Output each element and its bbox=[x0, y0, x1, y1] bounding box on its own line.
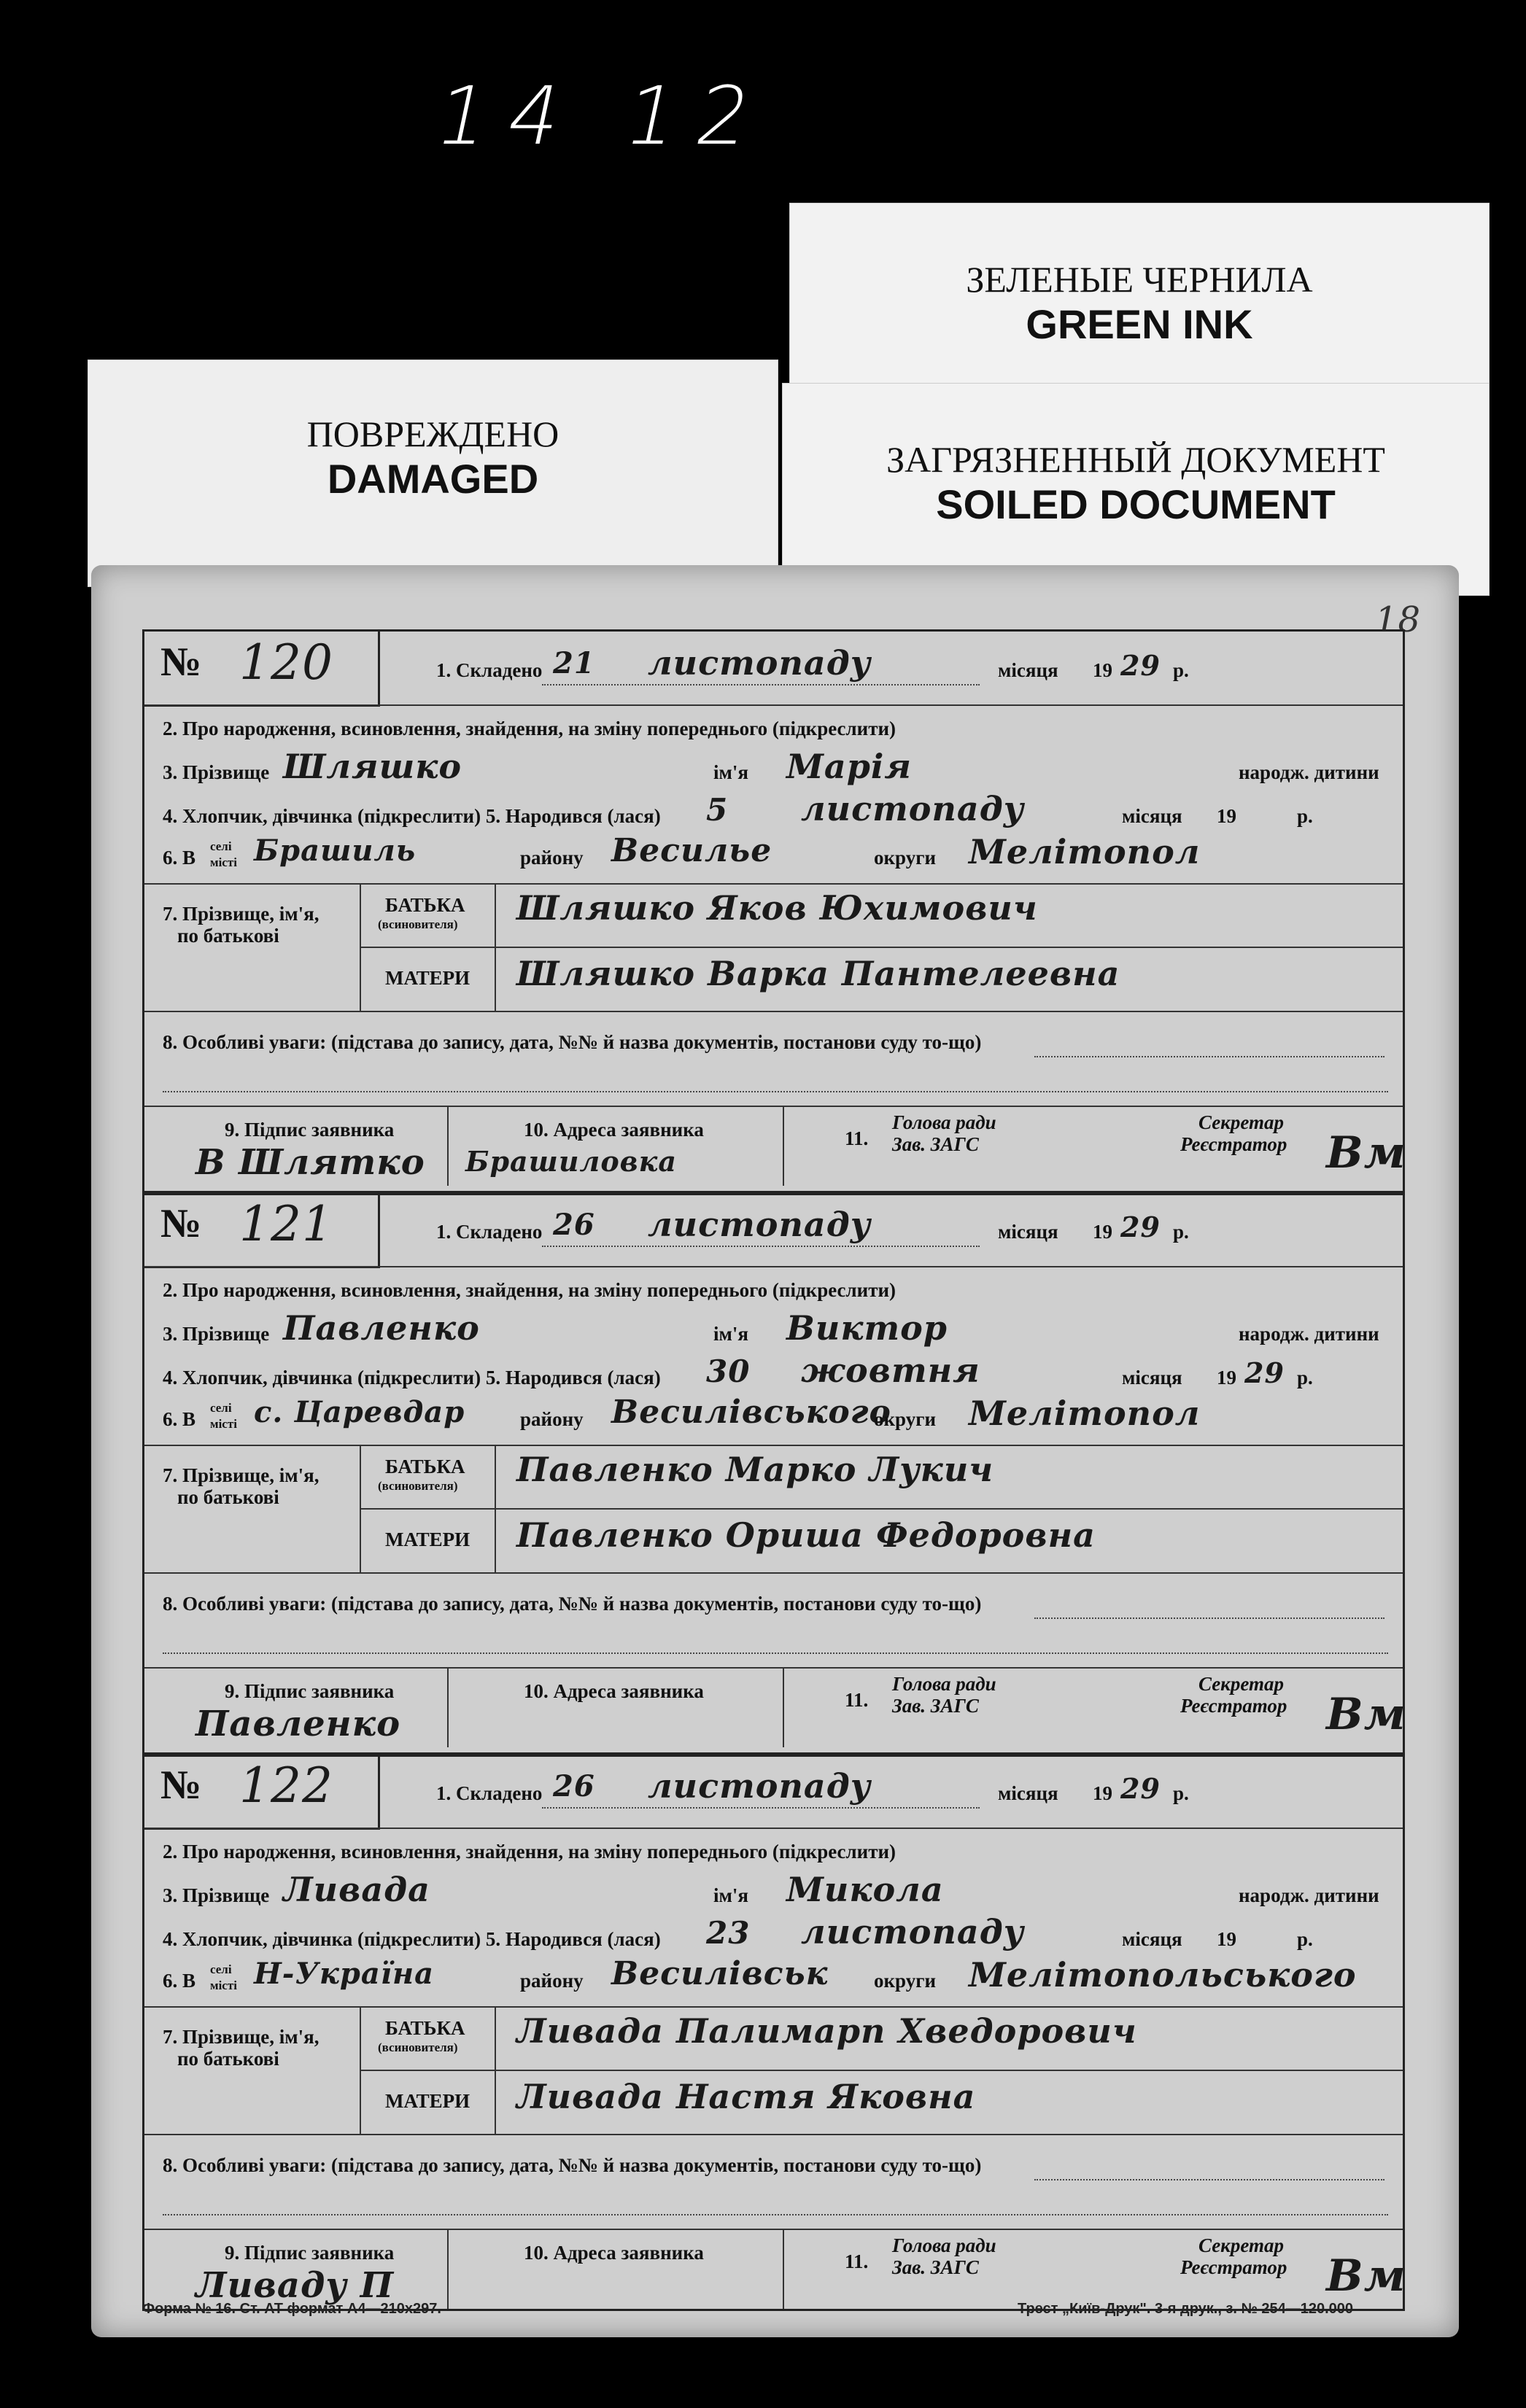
record-number-box bbox=[144, 632, 380, 707]
year-suffix: р. bbox=[1297, 1367, 1313, 1389]
sex-birth-label: 4. Хлопчик, дівчинка (підкреслити) 5. Народився (лася) bbox=[163, 1928, 661, 1950]
mother-label: МАТЕРИ bbox=[385, 1529, 470, 1550]
folio-number: 18 bbox=[1375, 599, 1422, 640]
mother-label: МАТЕРИ bbox=[385, 967, 470, 989]
village-label: селі bbox=[210, 1401, 232, 1415]
label-ru: ЗЕЛЕНЫЕ ЧЕРНИЛА bbox=[966, 259, 1313, 300]
okruha-value: Мелітопол bbox=[969, 832, 1201, 871]
birth-day: 5 bbox=[706, 792, 729, 828]
district-label: району bbox=[520, 847, 584, 869]
place-label: 6. В bbox=[163, 1408, 196, 1430]
record-number: 122 bbox=[239, 1758, 333, 1814]
surname-value: Павленко bbox=[283, 1308, 480, 1348]
father-value: Ливада Палимарп Хведорович bbox=[516, 2011, 1137, 2051]
year-suffix: р. bbox=[1173, 1221, 1189, 1243]
year-prefix: 19 bbox=[1217, 805, 1236, 827]
label-ru: ПОВРЕЖДЕНО bbox=[306, 413, 559, 454]
year-suffix: р. bbox=[1173, 1782, 1189, 1804]
notes-label: 8. Особливі уваги: (підстава до запису, дата, №№ й назва документів, постанови суду то-що) bbox=[163, 2154, 982, 2176]
surname-label: 3. Прізвище bbox=[163, 1323, 270, 1345]
village-label: селі bbox=[210, 1962, 232, 1976]
applicant-signature-label: 9. Підпис заявника bbox=[225, 2242, 395, 2264]
soiled-label bbox=[782, 383, 1490, 596]
district-value: Весилівського bbox=[611, 1394, 891, 1431]
record-number-box bbox=[144, 1193, 380, 1268]
notes-label: 8. Особливі уваги: (підстава до запису, дата, №№ й назва документів, постанови суду то-що) bbox=[163, 1593, 982, 1615]
secretary-label: Секретар bbox=[1198, 2234, 1284, 2256]
adoptive-father-label: (всиновителя) bbox=[378, 1479, 458, 1493]
secretary-label: Секретар bbox=[1198, 1111, 1284, 1133]
applicant-address-label: 10. Адреса заявника bbox=[524, 1119, 704, 1141]
birth-month: листопаду bbox=[801, 789, 1025, 828]
applicant-address-label: 10. Адреса заявника bbox=[524, 1680, 704, 1702]
green-ink-label bbox=[789, 203, 1490, 387]
composed-year: 29 bbox=[1120, 1772, 1161, 1805]
composed-year: 29 bbox=[1120, 649, 1161, 682]
father-label: БАТЬКА bbox=[385, 1456, 465, 1477]
child-label: народж. дитини bbox=[1239, 761, 1379, 783]
father-label: БАТЬКА bbox=[385, 2017, 465, 2039]
adoptive-father-label: (всиновителя) bbox=[378, 2040, 458, 2054]
label-en: SOILED DOCUMENT bbox=[936, 481, 1336, 527]
surname-label: 3. Прізвище bbox=[163, 1884, 270, 1906]
parents-label: 7. Прізвище, ім'я, bbox=[163, 903, 319, 925]
applicant-address: Брашиловка bbox=[465, 1145, 677, 1178]
district-label: району bbox=[520, 1408, 584, 1430]
birth-record bbox=[142, 1752, 1405, 2311]
official-field-label: 11. bbox=[845, 1127, 869, 1149]
mother-label: МАТЕРИ bbox=[385, 2090, 470, 2112]
zags-head-label: Зав. ЗАГС bbox=[892, 2256, 979, 2278]
month-label: місяця bbox=[1122, 1928, 1182, 1950]
official-signature: Вм bbox=[1326, 1127, 1406, 1178]
footer-left: Форма № 16. Ст. АТ формат А4—210х297. bbox=[142, 2301, 441, 2317]
surname-label: 3. Прізвище bbox=[163, 761, 270, 783]
sex-birth-label: 4. Хлопчик, дівчинка (підкреслити) 5. Народився (лася) bbox=[163, 805, 661, 827]
composed-day: 26 bbox=[553, 1769, 595, 1803]
number-sign: № bbox=[160, 640, 202, 685]
child-label: народж. дитини bbox=[1239, 1884, 1379, 1906]
birth-day: 30 bbox=[706, 1353, 751, 1389]
okruha-label: округи bbox=[874, 847, 937, 869]
year-prefix: 19 bbox=[1093, 1782, 1112, 1804]
parents-label: 7. Прізвище, ім'я, bbox=[163, 1464, 319, 1486]
okruha-label: округи bbox=[874, 1970, 937, 1992]
parents-label: 7. Прізвище, ім'я, bbox=[163, 2026, 319, 2048]
number-sign: № bbox=[160, 1201, 202, 1246]
father-label: БАТЬКА bbox=[385, 894, 465, 916]
okruha-label: округи bbox=[874, 1408, 937, 1430]
record-number-box bbox=[144, 1755, 380, 1830]
council-head-label: Голова ради bbox=[892, 1673, 996, 1695]
composed-label: 1. Складено bbox=[436, 1221, 543, 1243]
zags-head-label: Зав. ЗАГС bbox=[892, 1695, 979, 1717]
record-number: 120 bbox=[239, 634, 333, 691]
label-en: DAMAGED bbox=[327, 456, 539, 502]
district-value: Весилівськ bbox=[611, 1955, 829, 1992]
month-label: місяця bbox=[1122, 805, 1182, 827]
registrar-label: Реєстратор bbox=[1180, 1133, 1287, 1155]
birth-record bbox=[142, 1191, 1405, 1757]
official-signature: Вм bbox=[1326, 1689, 1406, 1740]
father-value: Павленко Марко Лукич bbox=[516, 1450, 994, 1489]
number-sign: № bbox=[160, 1763, 202, 1808]
mother-value: Павленко Ориша Федоровна bbox=[516, 1515, 1096, 1555]
given-name-label: ім'я bbox=[713, 1323, 749, 1345]
place-label: 6. В bbox=[163, 847, 196, 869]
birth-day: 23 bbox=[706, 1915, 751, 1951]
composed-year: 29 bbox=[1120, 1211, 1161, 1243]
patronymic-label: по батькові bbox=[177, 1486, 279, 1508]
council-head-label: Голова ради bbox=[892, 1111, 996, 1133]
month-label: місяця bbox=[1122, 1367, 1182, 1389]
council-head-label: Голова ради bbox=[892, 2234, 996, 2256]
damaged-label bbox=[88, 360, 778, 587]
patronymic-label: по батькові bbox=[177, 925, 279, 947]
mother-value: Шляшко Варка Пантелеевна bbox=[516, 954, 1120, 993]
applicant-signature-label: 9. Підпис заявника bbox=[225, 1119, 395, 1141]
given-name-label: ім'я bbox=[713, 1884, 749, 1906]
district-label: району bbox=[520, 1970, 584, 1992]
town-label: місті bbox=[210, 1978, 237, 1992]
given-name-label: ім'я bbox=[713, 761, 749, 783]
district-value: Весилье bbox=[611, 832, 772, 869]
village-value: Н-Україна bbox=[254, 1957, 435, 1991]
town-label: місті bbox=[210, 855, 237, 869]
birth-month: листопаду bbox=[801, 1912, 1025, 1951]
year-suffix: р. bbox=[1297, 1928, 1313, 1950]
okruha-value: Мелітопол bbox=[969, 1394, 1201, 1433]
official-field-label: 11. bbox=[845, 1689, 869, 1711]
secretary-label: Секретар bbox=[1198, 1673, 1284, 1695]
applicant-signature: Ливаду П bbox=[195, 2265, 395, 2306]
composed-month: листопаду bbox=[648, 1766, 872, 1806]
composed-day: 21 bbox=[553, 646, 595, 680]
sex-birth-label: 4. Хлопчик, дівчинка (підкреслити) 5. Народився (лася) bbox=[163, 1367, 661, 1389]
month-label: місяця bbox=[998, 659, 1058, 681]
mother-value: Ливада Настя Яковна bbox=[516, 2077, 976, 2116]
applicant-address-label: 10. Адреса заявника bbox=[524, 2242, 704, 2264]
record-type-label: 2. Про народження, всиновлення, знайдення, на зміну попереднього (підкреслити) bbox=[163, 1279, 896, 1301]
registrar-label: Реєстратор bbox=[1180, 1695, 1287, 1717]
composed-day: 26 bbox=[553, 1208, 595, 1242]
month-label: місяця bbox=[998, 1782, 1058, 1804]
surname-value: Шляшко bbox=[283, 747, 462, 786]
year-suffix: р. bbox=[1173, 659, 1189, 681]
year-prefix: 19 bbox=[1217, 1367, 1236, 1389]
label-ru: ЗАГРЯЗНЕННЫЙ ДОКУМЕНТ bbox=[886, 439, 1385, 480]
composed-label: 1. Складено bbox=[436, 1782, 543, 1804]
year-prefix: 19 bbox=[1093, 1221, 1112, 1243]
page-number: 14 12 bbox=[427, 69, 780, 163]
birth-record bbox=[142, 629, 1405, 1195]
birth-year: 29 bbox=[1244, 1356, 1285, 1389]
year-suffix: р. bbox=[1297, 805, 1313, 827]
footer-right: Трест „Київ-Друк". 3-я друк., з. № 254—120.000 bbox=[1018, 2301, 1354, 2317]
year-prefix: 19 bbox=[1093, 659, 1112, 681]
village-value: Брашиль bbox=[254, 834, 417, 868]
record-type-label: 2. Про народження, всиновлення, знайдення, на зміну попереднього (підкреслити) bbox=[163, 718, 896, 739]
applicant-signature: Павленко bbox=[195, 1704, 401, 1744]
year-prefix: 19 bbox=[1217, 1928, 1236, 1950]
okruha-value: Мелітопольського bbox=[969, 1955, 1357, 1995]
birth-month: жовтня bbox=[801, 1351, 980, 1390]
applicant-signature: В Шлятко bbox=[195, 1142, 425, 1183]
place-label: 6. В bbox=[163, 1970, 196, 1992]
composed-month: листопаду bbox=[648, 643, 872, 683]
patronymic-label: по батькові bbox=[177, 2048, 279, 2070]
zags-head-label: Зав. ЗАГС bbox=[892, 1133, 979, 1155]
village-label: селі bbox=[210, 839, 232, 853]
notes-label: 8. Особливі уваги: (підстава до запису, дата, №№ й назва документів, постанови суду то-що) bbox=[163, 1031, 982, 1053]
composed-month: листопаду bbox=[648, 1205, 872, 1244]
father-value: Шляшко Яков Юхимович bbox=[516, 888, 1038, 928]
adoptive-father-label: (всиновителя) bbox=[378, 917, 458, 931]
official-signature: Вм bbox=[1326, 2250, 1406, 2302]
record-type-label: 2. Про народження, всиновлення, знайдення, на зміну попереднього (підкреслити) bbox=[163, 1841, 896, 1863]
month-label: місяця bbox=[998, 1221, 1058, 1243]
surname-value: Ливада bbox=[283, 1870, 430, 1909]
given-name-value: Микола bbox=[786, 1870, 944, 1909]
record-number: 121 bbox=[239, 1196, 333, 1252]
label-en: GREEN INK bbox=[1026, 301, 1253, 347]
applicant-signature-label: 9. Підпис заявника bbox=[225, 1680, 395, 1702]
village-value: с. Царевдар bbox=[254, 1395, 465, 1429]
registrar-label: Реєстратор bbox=[1180, 2256, 1287, 2278]
town-label: місті bbox=[210, 1417, 237, 1431]
given-name-value: Виктор bbox=[786, 1308, 948, 1348]
official-field-label: 11. bbox=[845, 2250, 869, 2272]
given-name-value: Марія bbox=[786, 747, 912, 786]
child-label: народж. дитини bbox=[1239, 1323, 1379, 1345]
composed-label: 1. Складено bbox=[436, 659, 543, 681]
